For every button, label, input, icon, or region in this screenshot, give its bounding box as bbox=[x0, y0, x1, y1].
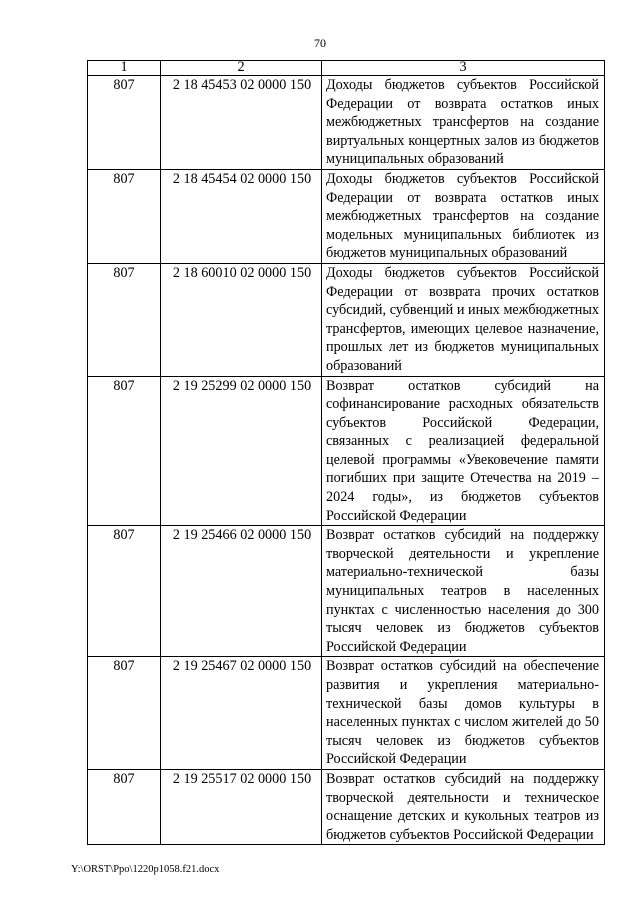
admin-code-cell: 807 bbox=[88, 769, 161, 844]
admin-code-cell: 807 bbox=[88, 526, 161, 657]
budget-code-cell: 2 18 45454 02 0000 150 bbox=[161, 169, 322, 263]
table-row bbox=[88, 76, 605, 170]
admin-code-cell: 807 bbox=[88, 76, 161, 170]
budget-code-cell: 2 18 45453 02 0000 150 bbox=[161, 76, 322, 170]
description-cell: Возврат остатков субсидий на обеспечение развития и укрепления материально-технической базы домов культуры в населенных пунктах с числом жителей до 50 тысяч человек из бюджетов субъектов Российской Федерации bbox=[322, 657, 605, 770]
description-cell: Доходы бюджетов субъектов Российской Федерации от возврата прочих остатков субсидий, субвенций и иных межбюджетных трансфертов, имеющих целевое назначение, прошлых лет из бюджетов муниципальных образований bbox=[322, 263, 605, 376]
budget-code-cell: 2 19 25517 02 0000 150 bbox=[161, 769, 322, 844]
description-cell: Доходы бюджетов субъектов Российской Федерации от возврата остатков иных межбюджетных трансфертов на создание виртуальных концертных залов из бюджетов муниципальных образований bbox=[322, 76, 605, 170]
table-row bbox=[88, 526, 605, 657]
column-header-2: 2 bbox=[161, 61, 322, 76]
file-path-footer: Y:\ORST\Ppo\1220p1058.f21.docx bbox=[71, 864, 220, 875]
admin-code-cell: 807 bbox=[88, 376, 161, 526]
column-header-1: 1 bbox=[88, 61, 161, 76]
table-row bbox=[88, 169, 605, 263]
budget-codes-table bbox=[87, 60, 605, 845]
table-header-row bbox=[88, 61, 605, 76]
budget-code-cell: 2 19 25466 02 0000 150 bbox=[161, 526, 322, 657]
description-cell: Доходы бюджетов субъектов Российской Федерации от возврата остатков иных межбюджетных трансфертов на создание модельных муниципальных библиотек из бюджетов муниципальных образований bbox=[322, 169, 605, 263]
admin-code-cell: 807 bbox=[88, 263, 161, 376]
admin-code-cell: 807 bbox=[88, 169, 161, 263]
page-number: 70 bbox=[314, 36, 326, 50]
table-row bbox=[88, 263, 605, 376]
description-cell: Возврат остатков субсидий на софинансирование расходных обязательств субъектов Российской Федерации, связанных с реализацией федеральной целевой программы «Увековечение памяти погибших при защите Отечества на 2019 – 2024 годы», из бюджетов субъектов Российской Федерации bbox=[322, 376, 605, 526]
table-row bbox=[88, 376, 605, 526]
budget-code-cell: 2 18 60010 02 0000 150 bbox=[161, 263, 322, 376]
table-row bbox=[88, 657, 605, 770]
column-header-3: 3 bbox=[322, 61, 605, 76]
budget-code-cell: 2 19 25467 02 0000 150 bbox=[161, 657, 322, 770]
admin-code-cell: 807 bbox=[88, 657, 161, 770]
description-cell: Возврат остатков субсидий на поддержку творческой деятельности и укрепление материально-технической базы муниципальных театров в населенных пунктах с численностью населения до 300 тысяч человек из бюджетов субъектов Российской Федерации bbox=[322, 526, 605, 657]
budget-code-cell: 2 19 25299 02 0000 150 bbox=[161, 376, 322, 526]
description-cell: Возврат остатков субсидий на поддержку творческой деятельности и техническое оснащение детских и кукольных театров из бюджетов субъектов Российской Федерации bbox=[322, 769, 605, 844]
table-row bbox=[88, 769, 605, 844]
